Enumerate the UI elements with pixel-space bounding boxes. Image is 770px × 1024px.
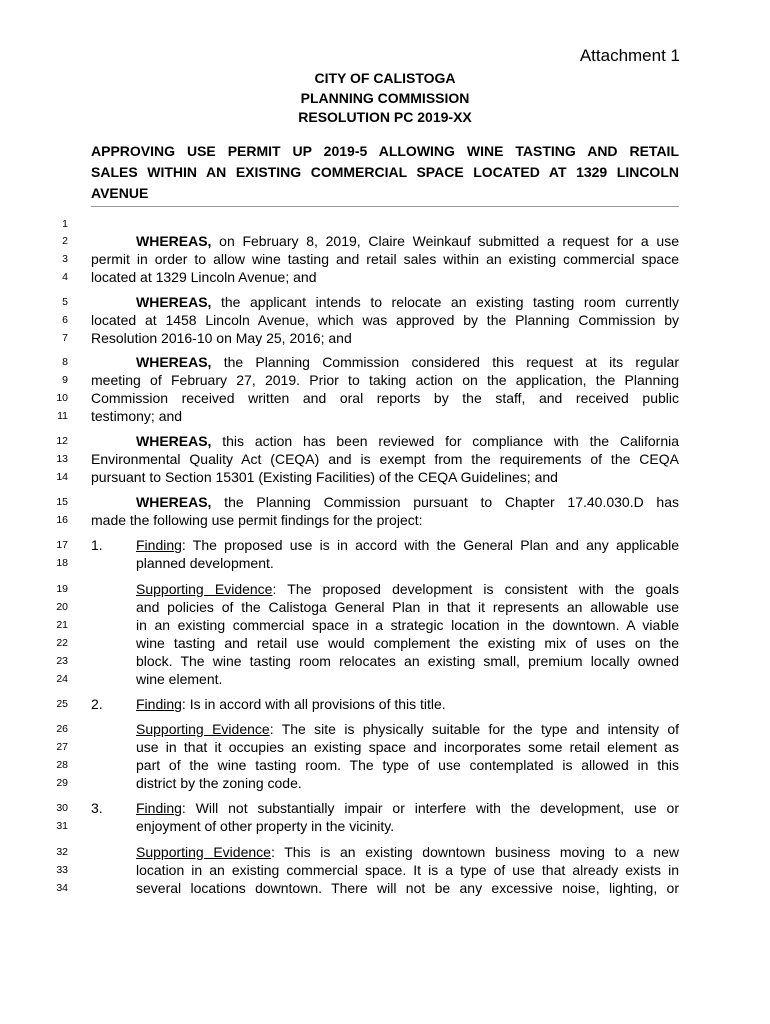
line-number: 23: [56, 655, 68, 667]
evidence-line: district by the zoning code.: [136, 775, 302, 791]
line-number: 25: [56, 698, 68, 710]
line-number: 22: [56, 637, 68, 649]
paragraph-line: WHEREAS, the Planning Commission considered this request at its regular: [136, 354, 679, 370]
paragraph-line: meeting of February 27, 2019. Prior to taking action on the application, the Planning: [91, 372, 679, 388]
finding-line: enjoyment of other property in the vicinity.: [136, 818, 395, 834]
paragraph-line: WHEREAS, the applicant intends to relocate an existing tasting room currently: [136, 294, 679, 310]
line-number: 27: [56, 741, 68, 753]
line-number: 31: [56, 820, 68, 832]
finding-label: Finding: [136, 537, 182, 553]
resolution-title: [91, 141, 679, 204]
whereas-label: WHEREAS,: [136, 433, 212, 449]
whereas-label: WHEREAS,: [136, 233, 212, 249]
finding-line: Finding: Will not substantially impair or interfere with the development, use or: [136, 800, 679, 816]
paragraph-line: pursuant to Section 15301 (Existing Facilities) of the CEQA Guidelines; and: [91, 469, 558, 485]
line-number: 33: [56, 864, 68, 876]
evidence-line: several locations downtown. There will not be any excessive noise, lighting, or: [136, 880, 679, 896]
header-commission: PLANNING COMMISSION: [300, 90, 470, 106]
title-divider: [91, 206, 679, 207]
line-number: 5: [62, 296, 68, 308]
whereas-label: WHEREAS,: [136, 294, 212, 310]
paragraph-line: testimony; and: [91, 408, 183, 424]
evidence-line: location in an existing commercial space. It is a type of use that already exists in: [136, 862, 679, 878]
line-number: 15: [56, 496, 68, 508]
line-number: 8: [62, 356, 68, 368]
line-number: 21: [56, 619, 68, 631]
line-number: 17: [56, 539, 68, 551]
line-number: 9: [62, 374, 68, 386]
finding-number: 2.: [91, 696, 103, 712]
line-number: 12: [56, 435, 68, 447]
finding-number: 3.: [91, 800, 103, 816]
paragraph-line: located at 1329 Lincoln Avenue; and: [91, 269, 317, 285]
paragraph-line: WHEREAS, the Planning Commission pursuant to Chapter 17.40.030.D has: [136, 494, 679, 510]
attachment-label: Attachment 1: [579, 46, 680, 65]
line-number: 29: [56, 777, 68, 789]
line-number: 14: [56, 471, 68, 483]
evidence-line: block. The wine tasting room relocates an existing small, premium locally owned: [136, 653, 679, 669]
paragraph-line: permit in order to allow wine tasting and retail sales within an existing commercial space: [91, 251, 679, 267]
line-number: 18: [56, 557, 68, 569]
paragraph-line: Resolution 2016-10 on May 25, 2016; and: [91, 330, 352, 346]
line-number: 2: [62, 235, 68, 247]
header-resolution: RESOLUTION PC 2019-XX: [298, 109, 472, 125]
header-city: CITY OF CALISTOGA: [314, 70, 456, 86]
paragraph-line: WHEREAS, on February 8, 2019, Claire Weinkauf submitted a request for a use: [136, 233, 679, 249]
line-number: 13: [56, 453, 68, 465]
paragraph-line: Commission received written and oral reports by the staff, and received public: [91, 390, 679, 406]
title-line: APPROVING USE PERMIT UP 2019-5 ALLOWING WINE TASTING AND RETAIL: [91, 143, 679, 159]
title-line: AVENUE: [91, 185, 149, 201]
finding-line: Finding: Is in accord with all provisions of this title.: [136, 696, 446, 712]
evidence-line: wine tasting and retail use would complement the existing mix of uses on the: [136, 635, 679, 651]
evidence-line: part of the wine tasting room. The type of use contemplated is allowed in this: [136, 757, 679, 773]
paragraph-line: WHEREAS, this action has been reviewed for compliance with the California: [136, 433, 679, 449]
evidence-label: Supporting Evidence: [136, 721, 270, 737]
finding-line: planned development.: [136, 555, 274, 571]
evidence-line: in an existing commercial space in a strategic location in the downtown. A viable: [136, 617, 679, 633]
line-number: 20: [56, 601, 68, 613]
finding-number: 1.: [91, 537, 103, 553]
finding-label: Finding: [136, 800, 182, 816]
paragraph-line: Environmental Quality Act (CEQA) and is exempt from the requirements of the CEQA: [91, 451, 679, 467]
evidence-line: Supporting Evidence: This is an existing downtown business moving to a new: [136, 844, 679, 860]
line-number: 3: [62, 253, 68, 265]
line-number: 1: [62, 218, 68, 230]
evidence-line: wine element.: [136, 671, 223, 687]
line-number: 4: [62, 271, 68, 283]
line-number: 6: [62, 314, 68, 326]
evidence-label: Supporting Evidence: [136, 844, 271, 860]
whereas-label: WHEREAS,: [136, 494, 212, 510]
paragraph-line: located at 1458 Lincoln Avenue, which was approved by the Planning Commission by: [91, 312, 679, 328]
line-number: 34: [56, 882, 68, 894]
line-number: 24: [56, 673, 68, 685]
paragraph-line: made the following use permit findings for the project:: [91, 512, 423, 528]
evidence-label: Supporting Evidence: [136, 581, 273, 597]
line-number: 7: [62, 332, 68, 344]
line-number: 11: [57, 410, 68, 422]
finding-line: Finding: The proposed use is in accord with the General Plan and any applicable: [136, 537, 679, 553]
line-number: 10: [56, 392, 68, 404]
evidence-line: Supporting Evidence: The site is physically suitable for the type and intensity of: [136, 721, 680, 737]
line-number: 19: [56, 583, 68, 595]
whereas-label: WHEREAS,: [136, 354, 212, 370]
line-number: 16: [56, 514, 68, 526]
evidence-line: use in that it occupies an existing space and incorporates some retail element as: [136, 739, 679, 755]
evidence-line: and policies of the Calistoga General Plan in that it represents an allowable use: [136, 599, 679, 615]
title-line: SALES WITHIN AN EXISTING COMMERCIAL SPACE LOCATED AT 1329 LINCOLN: [91, 164, 679, 180]
line-number: 28: [56, 759, 68, 771]
line-number: 30: [56, 802, 68, 814]
evidence-line: Supporting Evidence: The proposed development is consistent with the goals: [136, 581, 679, 597]
line-number: 26: [56, 723, 68, 735]
line-number: 32: [56, 846, 68, 858]
finding-label: Finding: [136, 696, 182, 712]
